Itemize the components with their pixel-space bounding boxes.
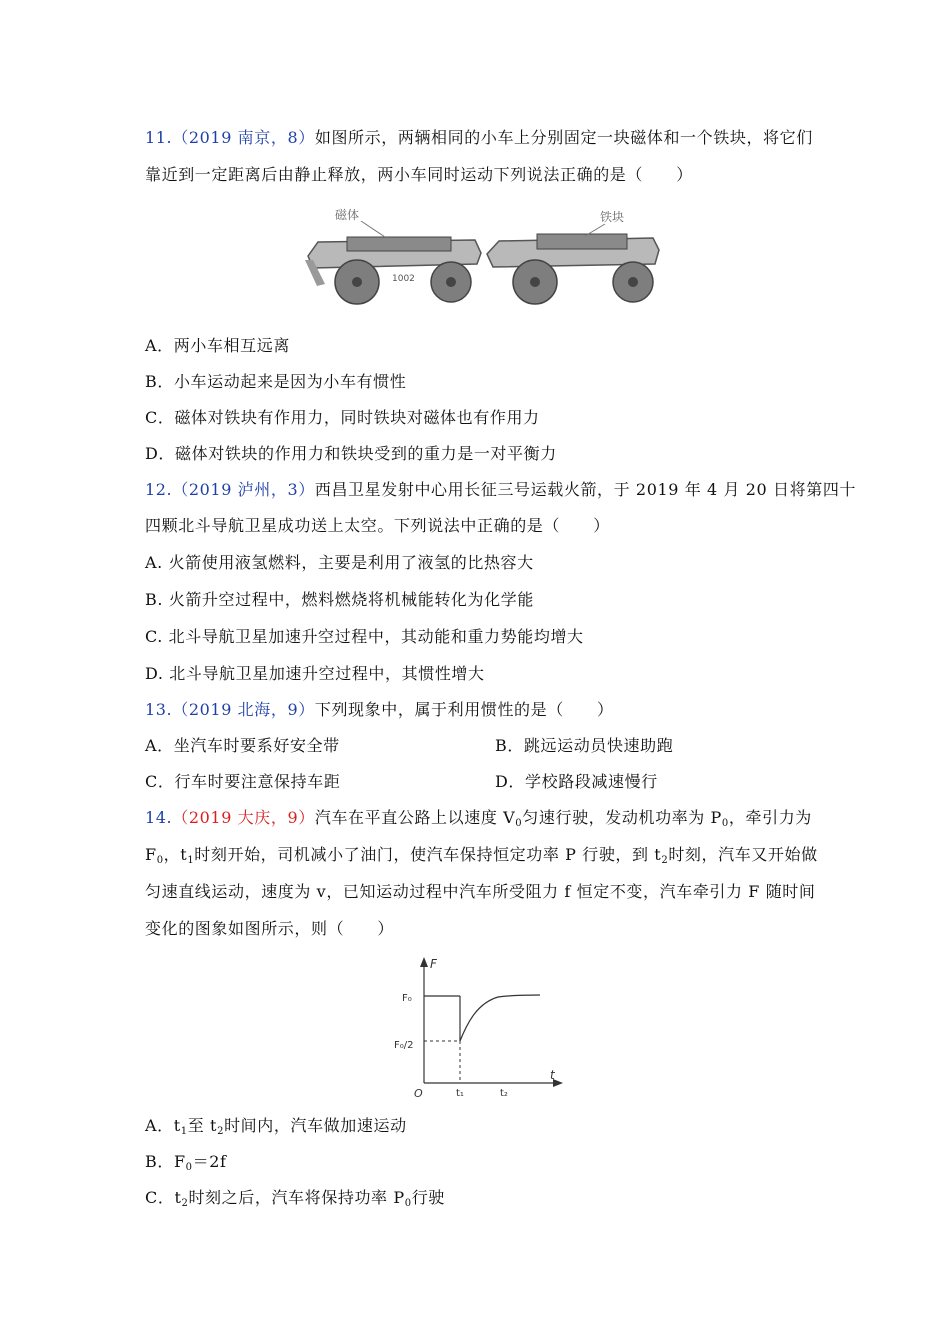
subscript: 0 xyxy=(185,1162,193,1173)
q14-option-text: 时刻之后，汽车将保持功率 P xyxy=(188,1188,405,1207)
q14-text: 时刻，汽车又开始做 xyxy=(668,845,818,864)
q13-line1 xyxy=(145,700,614,720)
y-tick-f0-half: F₀/2 xyxy=(394,1040,414,1051)
subscript: 2 xyxy=(181,1198,189,1209)
q13-stem: 下列现象中，属于利用惯性的是（ ） xyxy=(314,700,614,719)
origin-label: O xyxy=(414,1087,423,1100)
q14-option-text: B．F xyxy=(145,1152,186,1171)
y-tick-f0: F₀ xyxy=(402,993,412,1004)
q14-line3: 匀速直线运动，速度为 v，已知运动过程中汽车所受阻力 f 恒定不变，汽车牵引力 F 随时间 xyxy=(145,882,816,901)
q12-line1 xyxy=(145,480,856,500)
q14-text: ，牵引力为 xyxy=(728,808,812,827)
q14-source: （2019 大庆，9） xyxy=(172,808,315,827)
q13-option-d: D．学校路段减速慢行 xyxy=(495,772,658,791)
q11-option-b: B．小车运动起来是因为小车有惯性 xyxy=(145,372,407,391)
q13-source: （2019 北海，9） xyxy=(172,700,315,719)
q12-option-c: C. 北斗导航卫星加速升空过程中，其动能和重力势能均增大 xyxy=(145,627,584,646)
q14-text: 时刻开始，司机减小了油门，使汽车保持恒定功率 P 行驶，到 t xyxy=(194,845,662,864)
q14-line2 xyxy=(145,845,818,865)
subscript: 0 xyxy=(515,818,523,829)
q11-stem-2: 靠近到一定距离后由静止释放，两小车同时运动下列说法正确的是（ ） xyxy=(145,165,693,184)
q11-stem-1: 如图所示，两辆相同的小车上分别固定一块磁体和一个铁块，将它们 xyxy=(314,128,813,147)
q12-option-d: D. 北斗导航卫星加速升空过程中，其惯性增大 xyxy=(145,664,485,683)
x-axis-label: t xyxy=(550,1068,555,1082)
q14-option-text: ＝2f xyxy=(192,1152,227,1171)
q12-option-b: B. 火箭升空过程中，燃料燃烧将机械能转化为化学能 xyxy=(145,590,534,609)
q14-option-text: 行驶 xyxy=(411,1188,445,1207)
q11-cars-figure xyxy=(305,204,660,308)
q14-option-a xyxy=(145,1116,407,1136)
subscript: 0 xyxy=(721,818,729,829)
subscript: 1 xyxy=(187,855,195,866)
y-axis-arrow-icon xyxy=(420,957,428,967)
q11-option-a: A．两小车相互远离 xyxy=(145,336,290,355)
y-axis-label: F xyxy=(430,957,437,971)
q12-option-a: A. 火箭使用液氢燃料，主要是利用了液氢的比热容大 xyxy=(145,553,534,572)
q11-line1 xyxy=(145,128,813,148)
q14-text: F xyxy=(145,845,157,864)
fig-label-iron: 铁块 xyxy=(600,210,625,224)
q11-number: 11. xyxy=(145,128,173,147)
fig-label-magnet: 磁体 xyxy=(335,208,360,222)
q12-number: 12. xyxy=(145,480,173,499)
x-tick-t1: t₁ xyxy=(456,1088,464,1099)
q14-text: 匀速行驶，发动机功率为 P xyxy=(522,808,722,827)
subscript: 2 xyxy=(217,1126,225,1137)
q14-force-time-graph xyxy=(388,955,568,1101)
subscript: 2 xyxy=(661,855,669,866)
q14-text: 汽车在平直公路上以速度 V xyxy=(314,808,516,827)
q13-number: 13. xyxy=(145,700,173,719)
svg-text:1002: 1002 xyxy=(392,274,415,284)
q11-source: （2019 南京，8） xyxy=(172,128,315,147)
q13-option-c: C．行车时要注意保持车距 xyxy=(145,772,341,791)
q14-option-text: C．t xyxy=(145,1188,182,1207)
q14-line1 xyxy=(145,808,812,828)
q14-line4: 变化的图象如图所示，则（ ） xyxy=(145,919,395,938)
q14-option-b xyxy=(145,1152,227,1172)
subscript: 1 xyxy=(180,1126,188,1137)
q11-option-c: C．磁体对铁块有作用力，同时铁块对磁体也有作用力 xyxy=(145,408,540,427)
q12-stem-2: 四颗北斗导航卫星成功送上太空。下列说法中正确的是（ ） xyxy=(145,516,610,535)
q13-option-b: B．跳远运动员快速助跑 xyxy=(495,736,674,755)
q13-option-a: A．坐汽车时要系好安全带 xyxy=(145,736,340,755)
q12-source: （2019 泸州，3） xyxy=(172,480,315,499)
q14-option-text: 时间内，汽车做加速运动 xyxy=(224,1116,407,1135)
q14-option-text: 至 t xyxy=(187,1116,218,1135)
q14-option-text: A．t xyxy=(145,1116,181,1135)
subscript: 0 xyxy=(404,1198,412,1209)
q12-stem-1: 西昌卫星发射中心用长征三号运载火箭，于 2019 年 4 月 20 日将第四十 xyxy=(314,480,857,499)
q11-option-d: D．磁体对铁块的作用力和铁块受到的重力是一对平衡力 xyxy=(145,444,557,463)
force-recovery-curve xyxy=(460,995,540,1041)
subscript: 0 xyxy=(156,855,164,866)
x-tick-t2: t₂ xyxy=(500,1088,508,1099)
q14-text: ，t xyxy=(163,845,188,864)
q14-option-c xyxy=(145,1188,445,1208)
q14-number: 14. xyxy=(145,808,173,827)
